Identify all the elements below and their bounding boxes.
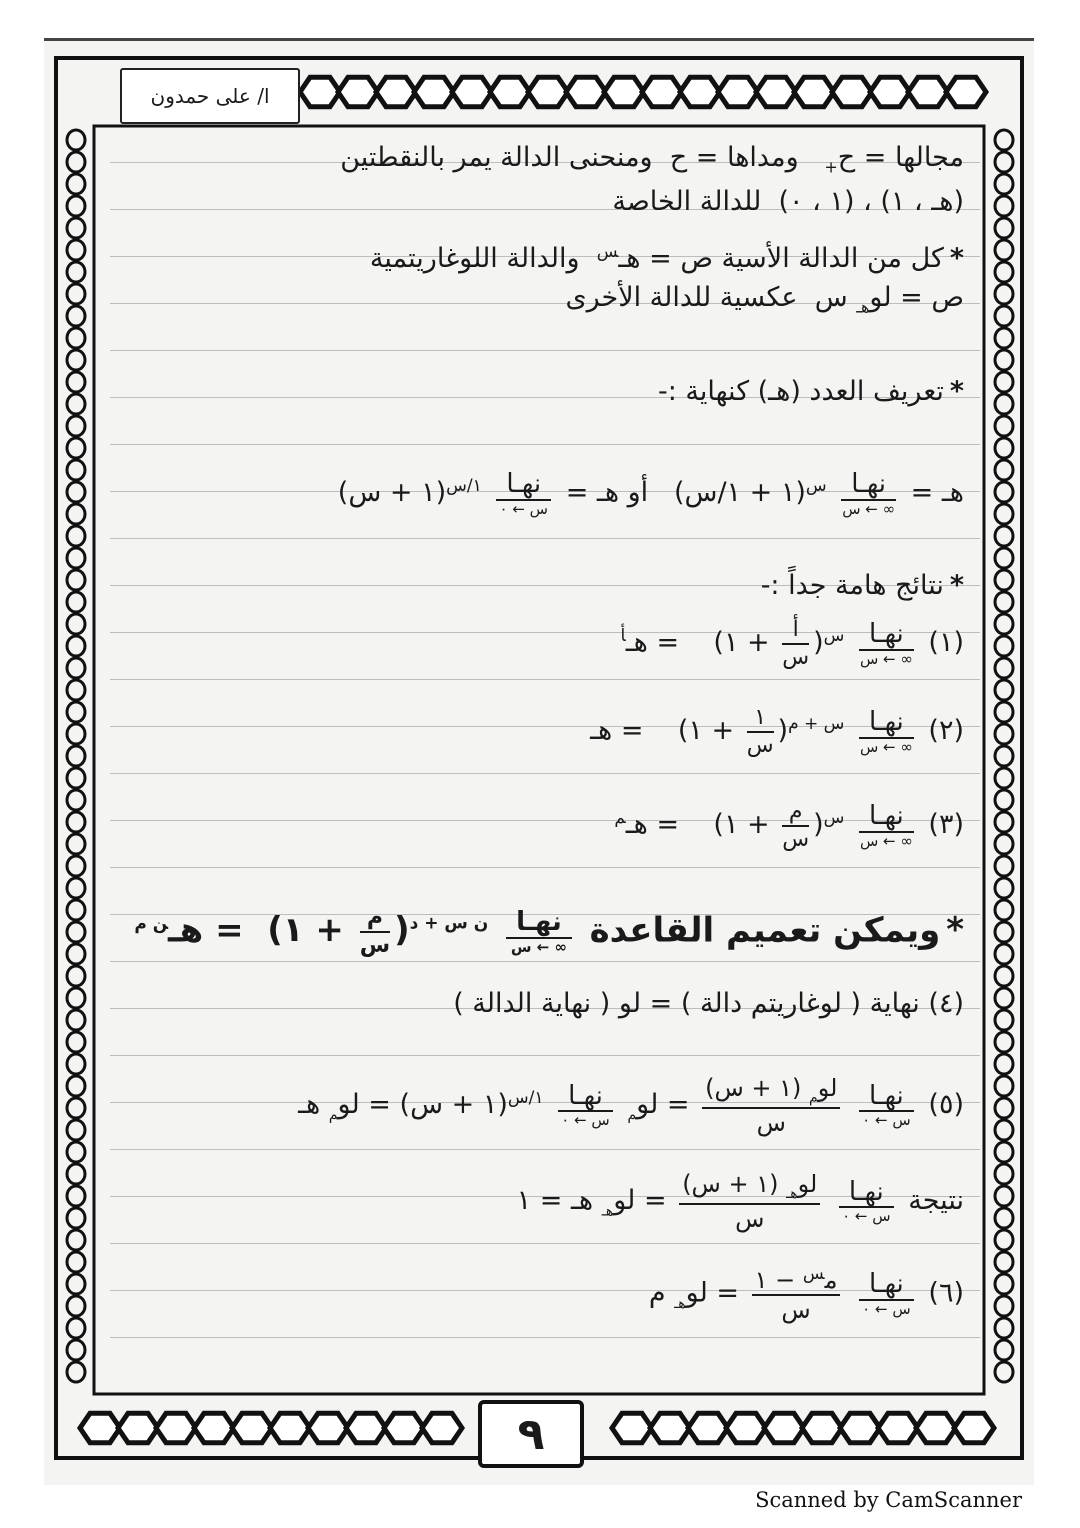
frame-bead: [67, 680, 85, 700]
frame-bead: [67, 504, 85, 524]
line-inverse: ص = لو$_{هـ}$ س عكسية للدالة الأخرى: [565, 282, 964, 317]
frame-bead: [67, 702, 85, 722]
frame-bead: [995, 1340, 1013, 1360]
author-label: ا/ على حمدون: [120, 68, 300, 124]
frame-bead: [67, 174, 85, 194]
frame-bead: [995, 1032, 1013, 1052]
frame-ornament: [118, 1413, 158, 1442]
line-points: (١ ، ٠) ، (هـ ، ١) للدالة الخاصة: [612, 186, 964, 217]
ruled-line: [110, 1243, 980, 1244]
frame-bead: [67, 878, 85, 898]
frame-bead: [995, 152, 1013, 172]
frame-bead: [995, 746, 1013, 766]
frame-bead: [995, 1274, 1013, 1294]
result-2: (٢) نهـا س ← ∞ (١ + $\frac{١}{\text{س}}$ )$^{س + م}$ = هـ: [590, 704, 964, 758]
frame-bead: [995, 834, 1013, 854]
frame-ornament: [688, 1413, 728, 1442]
frame-bead: [67, 1098, 85, 1118]
result-1: (١) نهـا س ← ∞ (١ + $\frac{\text{أ}}{\text{س}}$ )$^س$ = هـ$^أ$: [620, 616, 964, 670]
frame-bead: [67, 746, 85, 766]
frame-bead: [67, 1274, 85, 1294]
frame-bead: [995, 262, 1013, 282]
frame-bead: [995, 768, 1013, 788]
result-6: (٦) نهـا س ← ٠ $\frac{م^س - ١}{\text{س}}$ = لو$_{هـ}$ م: [648, 1264, 964, 1324]
frame-bead: [995, 1164, 1013, 1184]
frame-bead: [995, 724, 1013, 744]
frame-bead: [67, 262, 85, 282]
frame-bead: [67, 482, 85, 502]
frame-bead: [995, 328, 1013, 348]
frame-bead: [995, 592, 1013, 612]
ruled-line: [110, 679, 980, 680]
frame-ornament: [80, 1413, 120, 1442]
frame-bead: [995, 350, 1013, 370]
line-domain-range: مجالها = ح$_+$ ومداها = ح ومنحنى الدالة يمر بالنقطتين: [340, 142, 964, 177]
frame-bead: [67, 1362, 85, 1382]
frame-bead: [995, 812, 1013, 832]
frame-ornament: [680, 77, 720, 106]
frame-ornament: [566, 77, 606, 106]
frame-ornament: [870, 77, 910, 106]
page-number: ٩: [478, 1400, 584, 1468]
frame-ornament: [452, 77, 492, 106]
frame-bead: [67, 944, 85, 964]
limit-operator-zero: نهـا س ← ٠: [496, 470, 551, 517]
formula-e-definition: هـ = نهـا س ← ∞ (١ + ١/س)$^س$ أو هـ = نهـا س ← ٠ (١ + س)$^{١/س}$: [337, 468, 964, 518]
line-exp-log: *كل من الدالة الأسية ص = هـ$^س$ والدالة اللوغاريتمية: [369, 242, 964, 274]
frame-ornament: [604, 77, 644, 106]
frame-bead: [67, 966, 85, 986]
frame-ornament: [346, 1413, 386, 1442]
frame-bead: [67, 1164, 85, 1184]
frame-bead: [67, 658, 85, 678]
frame-ornament: [156, 1413, 196, 1442]
frame-bead: [67, 548, 85, 568]
frame-bead: [995, 988, 1013, 1008]
frame-bead: [995, 1230, 1013, 1250]
frame-bead: [995, 394, 1013, 414]
frame-bead: [995, 944, 1013, 964]
result-5: (٥) نهـا س ← ٠ $\frac{لو_م (١ + س)}{\text{س}}$ = لو$_م$ نهـا س ← ٠ (١ + س)$^{١/س}$ = لو$_م$ هـ: [298, 1074, 964, 1137]
frame-ornament: [232, 1413, 272, 1442]
ruled-line: [110, 867, 980, 868]
frame-bead: [995, 548, 1013, 568]
frame-bead: [67, 900, 85, 920]
frame-bead: [995, 526, 1013, 546]
frame-bead: [995, 1010, 1013, 1030]
frame-bead: [995, 1362, 1013, 1382]
frame-bead: [67, 834, 85, 854]
frame-bead: [67, 636, 85, 656]
frame-bead: [995, 570, 1013, 590]
frame-ornament: [794, 77, 834, 106]
frame-bead: [995, 482, 1013, 502]
limit-operator: نهـا س ← ∞: [842, 468, 896, 518]
frame-bead: [67, 768, 85, 788]
ruled-line: [110, 1055, 980, 1056]
frame-ornament: [194, 1413, 234, 1442]
frame-bead: [995, 306, 1013, 326]
frame-ornament: [338, 77, 378, 106]
general-rule: *ويمكن تعميم القاعدة نهـا س ← ∞ (١ + $\frac{\text{م}}{\text{س}}$ )$^{ن س + د}$ = هـ$^{ن م}$: [134, 904, 964, 958]
ruled-line: [110, 961, 980, 962]
frame-bead: [67, 1054, 85, 1074]
frame-bead: [67, 1230, 85, 1250]
frame-bead: [67, 922, 85, 942]
frame-bead: [67, 328, 85, 348]
frame-bead: [67, 526, 85, 546]
ruled-line: [110, 773, 980, 774]
frame-ornament: [726, 1413, 766, 1442]
frame-bead: [67, 1186, 85, 1206]
ruled-line: [110, 350, 980, 351]
frame-bead: [995, 218, 1013, 238]
frame-ornament: [878, 1413, 918, 1442]
frame-bead: [995, 900, 1013, 920]
frame-bead: [995, 1296, 1013, 1316]
frame-bead: [67, 196, 85, 216]
frame-bead: [67, 856, 85, 876]
frame-bead: [995, 922, 1013, 942]
frame-bead: [67, 130, 85, 150]
frame-ornament: [954, 1413, 994, 1442]
frame-bead: [995, 284, 1013, 304]
frame-ornament: [422, 1413, 462, 1442]
frame-bead: [67, 1296, 85, 1316]
frame-ornament: [612, 1413, 652, 1442]
frame-bead: [995, 196, 1013, 216]
frame-ornament: [270, 1413, 310, 1442]
frame-bead: [67, 790, 85, 810]
frame-bead: [995, 416, 1013, 436]
scanner-watermark: Scanned by CamScanner: [755, 1488, 1022, 1512]
frame-bead: [67, 592, 85, 612]
frame-bead: [67, 1010, 85, 1030]
heading-results: *نتائج هامة جداً :-: [760, 570, 964, 601]
frame-bead: [67, 460, 85, 480]
frame-bead: [67, 1142, 85, 1162]
frame-bead: [67, 1318, 85, 1338]
frame-bead: [67, 1340, 85, 1360]
frame-ornament: [832, 77, 872, 106]
frame-bead: [67, 812, 85, 832]
frame-bead: [995, 438, 1013, 458]
frame-bead: [67, 1208, 85, 1228]
frame-bead: [995, 702, 1013, 722]
frame-bead: [995, 614, 1013, 634]
frame-ornament: [802, 1413, 842, 1442]
frame-bead: [995, 1208, 1013, 1228]
frame-bead: [995, 460, 1013, 480]
frame-bead: [67, 614, 85, 634]
frame-bead: [67, 350, 85, 370]
ruled-line: [110, 444, 980, 445]
frame-bead: [67, 240, 85, 260]
frame-bead: [67, 1076, 85, 1096]
frame-bead: [995, 1054, 1013, 1074]
frame-ornament: [650, 1413, 690, 1442]
frame-bead: [995, 790, 1013, 810]
frame-bead: [995, 1186, 1013, 1206]
heading-definition-e: *تعريف العدد (هـ) كنهاية :-: [657, 376, 964, 407]
ruled-line: [110, 1337, 980, 1338]
frame-ornament: [916, 1413, 956, 1442]
result-3: (٣) نهـا س ← ∞ (١ + $\frac{\text{م}}{\text{س}}$ )$^س$ = هـ$^م$: [614, 798, 964, 852]
frame-bead: [995, 1098, 1013, 1118]
frame-ornament: [756, 77, 796, 106]
frame-bead: [995, 1076, 1013, 1096]
frame-bead: [67, 988, 85, 1008]
frame-bead: [995, 680, 1013, 700]
frame-ornament: [840, 1413, 880, 1442]
frame-bead: [995, 1318, 1013, 1338]
ruled-line: [110, 1149, 980, 1150]
result-4: (٤) نهاية ( لوغاريتم دالة ) = لو ( نهاية الدالة ): [453, 988, 964, 1019]
frame-ornament: [642, 77, 682, 106]
frame-bead: [67, 152, 85, 172]
frame-ornament: [376, 77, 416, 106]
frame-bead: [67, 218, 85, 238]
frame-ornament: [946, 77, 986, 106]
frame-bead: [995, 878, 1013, 898]
frame-ornament: [490, 77, 530, 106]
frame-bead: [67, 416, 85, 436]
frame-bead: [995, 240, 1013, 260]
frame-bead: [67, 438, 85, 458]
frame-ornament: [384, 1413, 424, 1442]
frame-bead: [67, 394, 85, 414]
frame-ornament: [764, 1413, 804, 1442]
frame-bead: [995, 504, 1013, 524]
frame-bead: [995, 658, 1013, 678]
frame-ornament: [528, 77, 568, 106]
frame-ornament: [908, 77, 948, 106]
frame-ornament: [300, 77, 340, 106]
frame-bead: [995, 1142, 1013, 1162]
frame-bead: [67, 1120, 85, 1140]
ruled-line: [110, 538, 980, 539]
frame-bead: [67, 724, 85, 744]
frame-bead: [67, 1252, 85, 1272]
frame-ornament: [414, 77, 454, 106]
frame-bead: [995, 130, 1013, 150]
frame-bead: [67, 1032, 85, 1052]
frame-bead: [995, 966, 1013, 986]
frame-bead: [995, 174, 1013, 194]
frame-bead: [995, 372, 1013, 392]
frame-bead: [67, 306, 85, 326]
frame-bead: [67, 570, 85, 590]
frame-ornament: [308, 1413, 348, 1442]
frame-bead: [995, 1252, 1013, 1272]
frame-bead: [67, 372, 85, 392]
frame-bead: [67, 284, 85, 304]
frame-ornament: [718, 77, 758, 106]
frame-bead: [995, 1120, 1013, 1140]
frame-bead: [995, 636, 1013, 656]
frame-bead: [995, 856, 1013, 876]
conclusion: نتيجة نهـا س ← ٠ $\frac{لو_{هـ} (١ + س)}{\text{س}}$ = لو$_{هـ}$ هـ = ١: [516, 1170, 964, 1233]
